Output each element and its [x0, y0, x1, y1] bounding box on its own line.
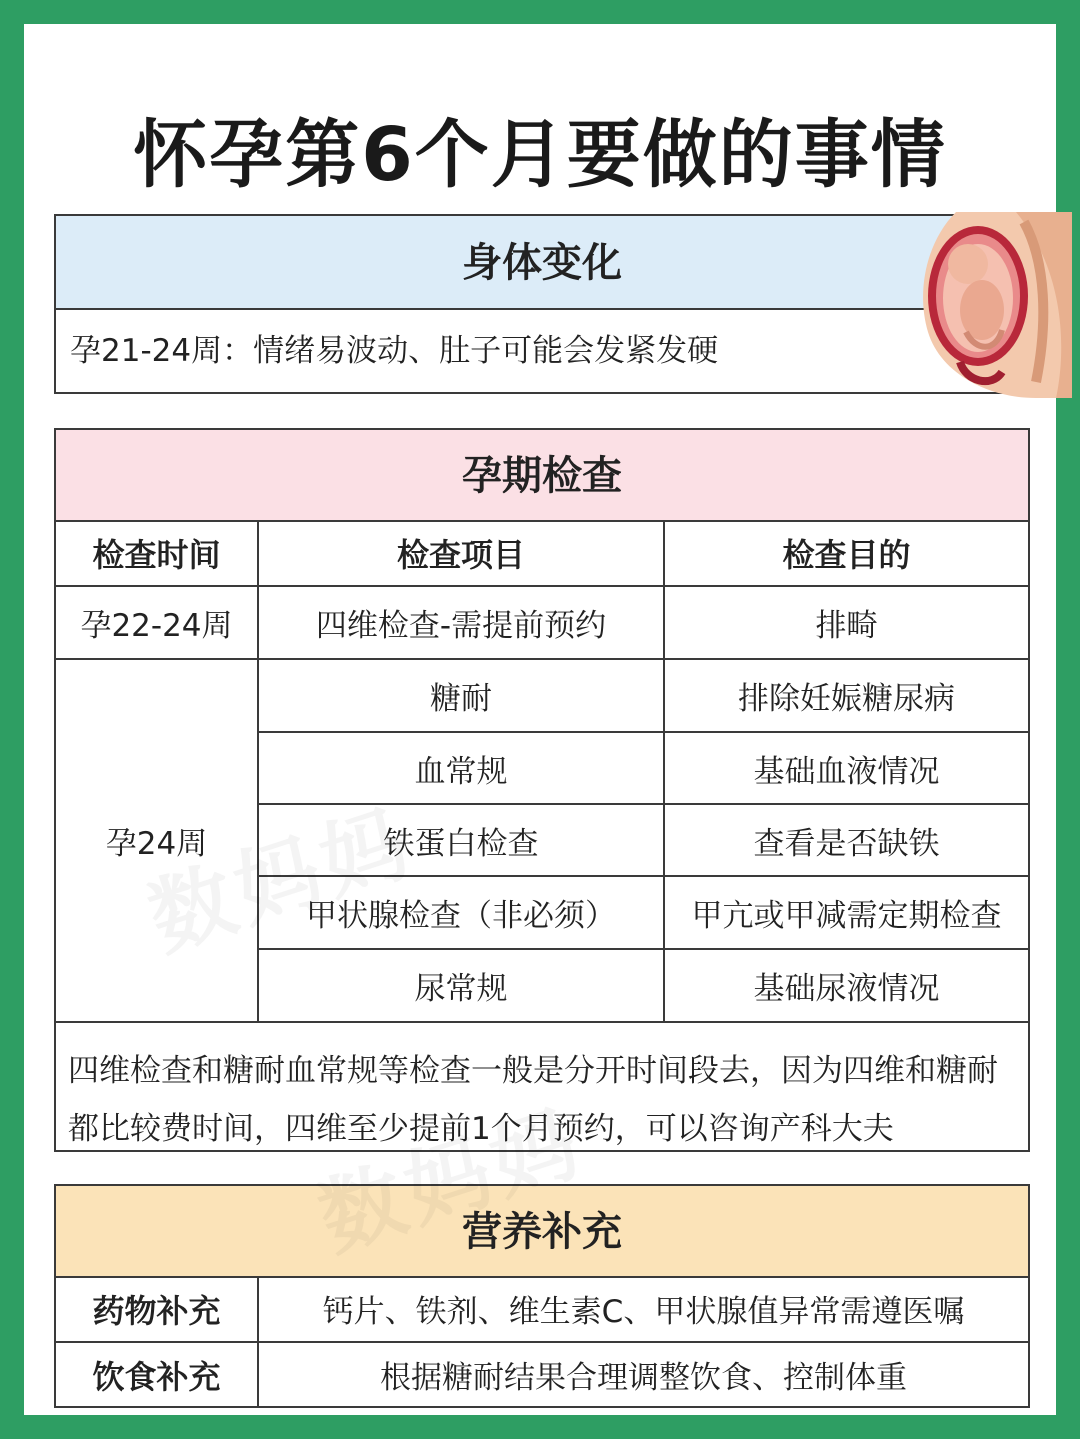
exam-note: 四维检查和糖耐血常规等检查一般是分开时间段去，因为四维和糖耐都比较费时间，四维至少提前1个月预约，可以咨询产科大夫: [68, 1053, 998, 1147]
exam-purpose-cell: 基础尿液情况: [664, 949, 1028, 1022]
exam-item-cell: 甲状腺检查（非必须）: [258, 876, 664, 949]
prenatal-exam-section: [54, 428, 1030, 1152]
exam-item-cell: 血常规: [258, 732, 664, 804]
body-change-section: [54, 214, 1030, 394]
table-row: [56, 1276, 1028, 1342]
pregnancy-fetus-illustration: [916, 212, 1072, 398]
exam-item-cell: 铁蛋白检查: [258, 804, 664, 876]
nutrition-label-cell: 药物补充: [56, 1276, 258, 1342]
body-change-heading: 身体变化: [56, 216, 1028, 310]
exam-item-cell: 四维检查-需提前预约: [258, 586, 664, 659]
col-header-purpose: 检查目的: [664, 520, 1028, 586]
nutrition-label-cell: 饮食补充: [56, 1342, 258, 1406]
page-title: 怀孕第6个月要做的事情: [133, 112, 947, 198]
table-row: [56, 659, 1028, 732]
nutrition-section: [54, 1184, 1030, 1408]
exam-header-row: [56, 520, 1028, 586]
table-row: [56, 586, 1028, 659]
table-row: [56, 1342, 1028, 1406]
infographic-card: [24, 24, 1056, 1415]
exam-purpose-cell: 甲亢或甲减需定期检查: [664, 876, 1028, 949]
exam-heading: 孕期检查: [56, 430, 1028, 522]
nutrition-value-cell: 钙片、铁剂、维生素C、甲状腺值异常需遵医嘱: [258, 1276, 1028, 1342]
exam-item-cell: 糖耐: [258, 659, 664, 732]
exam-time-cell: 孕22-24周: [56, 586, 258, 659]
col-header-time: 检查时间: [56, 520, 258, 586]
nutrition-heading: 营养补充: [56, 1186, 1028, 1278]
nutrition-table: [56, 1276, 1028, 1406]
exam-table: [56, 520, 1028, 1023]
exam-item-cell: 尿常规: [258, 949, 664, 1022]
exam-purpose-cell: 排除妊娠糖尿病: [664, 659, 1028, 732]
exam-purpose-cell: 查看是否缺铁: [664, 804, 1028, 876]
col-header-item: 检查项目: [258, 520, 664, 586]
exam-group-time-cell: 孕24周: [56, 659, 258, 1022]
nutrition-value-cell: 根据糖耐结果合理调整饮食、控制体重: [258, 1342, 1028, 1406]
body-change-text: 孕21-24周：情绪易波动、肚子可能会发紧发硬: [70, 333, 719, 369]
exam-purpose-cell: 基础血液情况: [664, 732, 1028, 804]
exam-purpose-cell: 排畸: [664, 586, 1028, 659]
